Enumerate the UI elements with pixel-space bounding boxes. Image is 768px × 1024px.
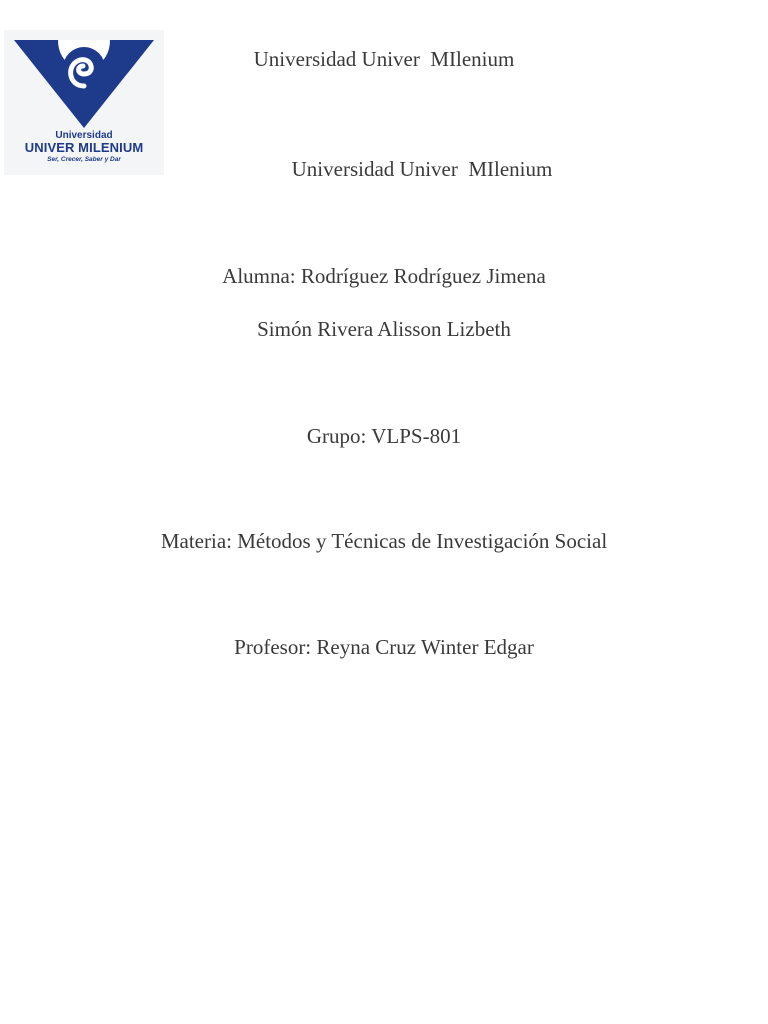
cover-university-name: Universidad Univer MIlenium (291, 157, 553, 181)
logo-universidad-text: Universidad (55, 130, 113, 141)
professor-label: Profesor: Reyna Cruz Winter Edgar (234, 635, 534, 659)
logo-brand-name: UNIVER MILENIUM (24, 140, 144, 155)
header-university-name: Universidad Univer MIlenium (253, 47, 515, 71)
student-name-2: Simón Rivera Alisson Lizbeth (257, 317, 511, 341)
subject-label: Materia: Métodos y Técnicas de Investigación Social (160, 529, 608, 553)
student-name-1: Alumna: Rodríguez Rodríguez Jimena (222, 264, 546, 288)
group-label: Grupo: VLPS-801 (306, 424, 462, 448)
logo-motto: Ser, Crecer, Saber y Dar (47, 156, 121, 163)
